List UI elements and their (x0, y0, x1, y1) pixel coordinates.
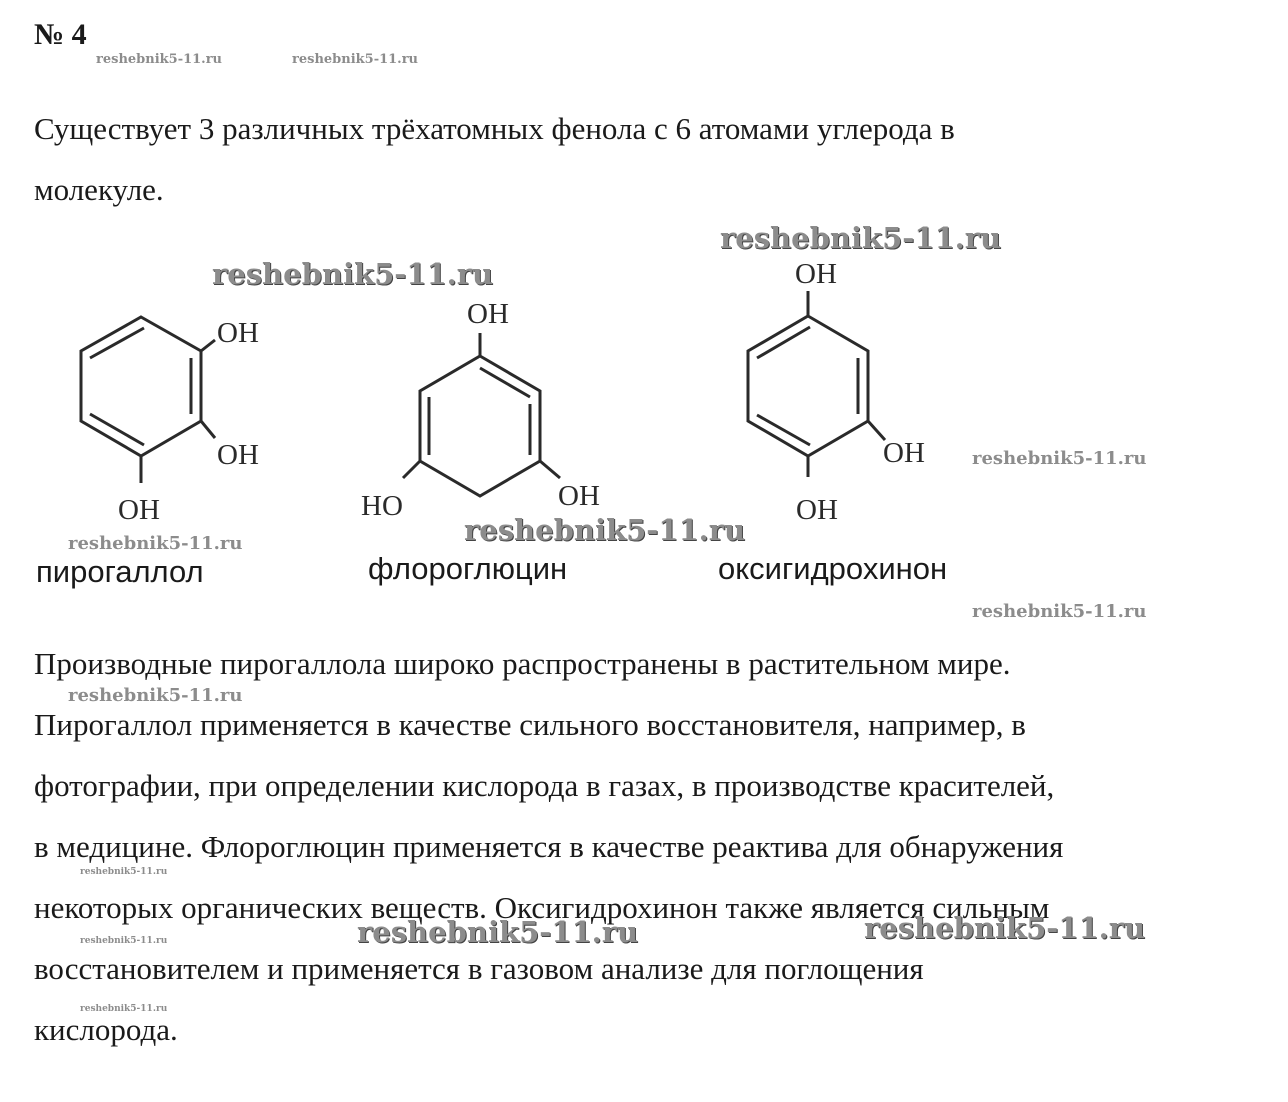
oh-label: OH (795, 258, 837, 290)
oh-label: OH (467, 298, 509, 330)
watermark: reshebnik5-11.ru (68, 685, 243, 706)
intro-line: Существует 3 различных трёхатомных фенола с 6 атомами углерода в (34, 111, 955, 146)
oh-label: OH (217, 317, 259, 349)
body-line: кислорода. (34, 1012, 178, 1047)
watermark: reshebnik5-11.ru (357, 915, 639, 949)
watermark: reshebnik5-11.ru (972, 448, 1147, 469)
oh-label: HO (361, 490, 403, 522)
oh-label: OH (558, 480, 600, 512)
hydroxyhydroquinone-label: оксигидрохинон (718, 551, 948, 586)
watermark: reshebnik5-11.ru (972, 601, 1147, 622)
watermark: reshebnik5-11.ru (212, 257, 494, 291)
body-line: Пирогаллол применяется в качестве сильного восстановителя, например, в (34, 707, 1026, 742)
pyrogallol-label: пирогаллол (36, 554, 204, 589)
watermark: reshebnik5-11.ru (80, 1004, 168, 1014)
phloroglucinol-structure (355, 293, 625, 533)
oh-label: OH (883, 437, 925, 469)
watermark: reshebnik5-11.ru (80, 936, 168, 946)
phloroglucinol-label: флороглюцин (368, 551, 568, 586)
oh-label: OH (796, 494, 838, 526)
intro-line: молекуле. (34, 172, 164, 207)
watermark: reshebnik5-11.ru (96, 52, 223, 67)
body-line: Производные пирогаллола широко распространены в растительном мире. (34, 646, 1011, 681)
body-line: восстановителем и применяется в газовом анализе для поглощения (34, 951, 924, 986)
intro-paragraph (34, 98, 1249, 220)
body-line: некоторых органических веществ. Оксигидрохинон также является сильным (34, 890, 1050, 925)
watermark: reshebnik5-11.ru (80, 867, 168, 877)
hydroxyhydroquinone-structure (730, 255, 970, 525)
watermark: reshebnik5-11.ru (68, 533, 243, 554)
body-line: фотографии, при определении кислорода в газах, в производстве красителей, (34, 768, 1055, 803)
task-number: № 4 (34, 18, 87, 51)
watermark: reshebnik5-11.ru (292, 52, 419, 67)
oh-label: OH (217, 439, 259, 471)
pyrogallol-structure (60, 300, 300, 540)
watermark: reshebnik5-11.ru (720, 221, 1002, 255)
watermark: reshebnik5-11.ru (864, 911, 1146, 945)
body-line: в медицине. Флороглюцин применяется в качестве реактива для обнаружения (34, 829, 1064, 864)
watermark: reshebnik5-11.ru (464, 513, 746, 547)
oh-label: OH (118, 494, 160, 526)
